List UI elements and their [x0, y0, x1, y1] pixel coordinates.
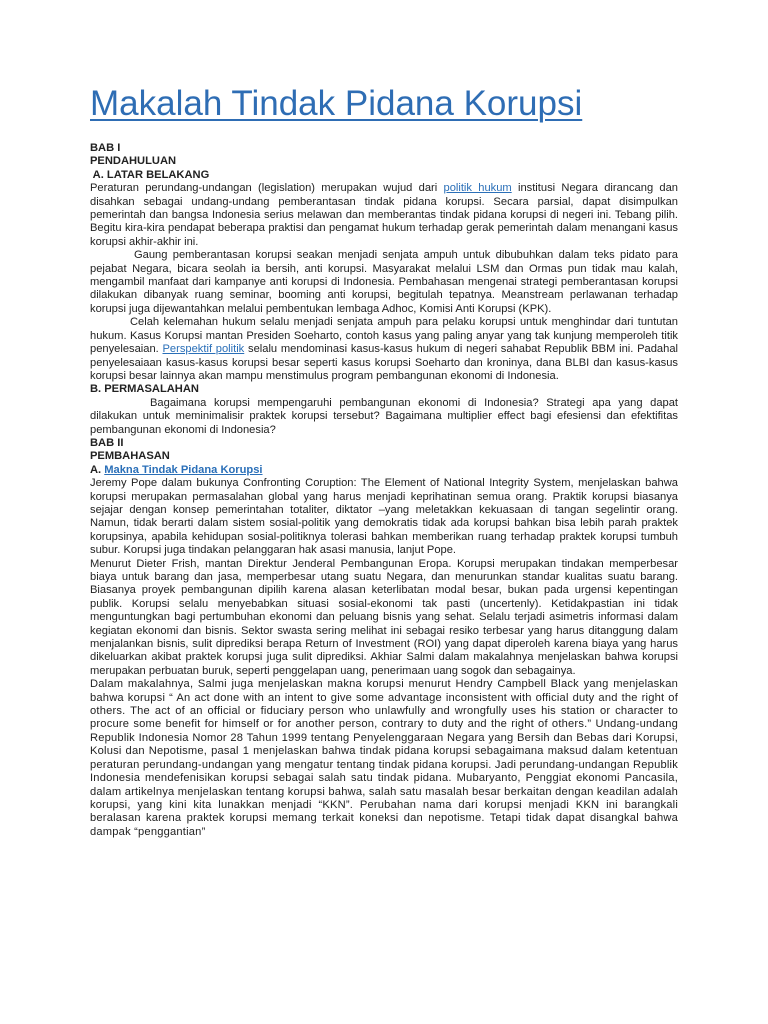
bab1-heading: PENDAHULUAN — [90, 155, 177, 168]
paragraph-text: selalu mendominasi kasus-kasus hukum di negeri sahabat Republik BBM ini. Padahal penyelesaiaan kasus-kasus korupsi besar seperti kasus korupsi Soeharto dan kroninya, dana BLBI dan kasus-kasus korupsi besar lainnya akan mampu menstimulus program pembangunan ekonomi di Indonesia. — [90, 343, 678, 382]
perspektif-politik-link[interactable]: Perspektif politik — [162, 343, 245, 356]
bab1-label: BAB I — [90, 142, 121, 154]
section-b-heading: B. PERMASALAHAN — [90, 383, 199, 396]
paragraph: Gaung pemberantasan korupsi seakan menjadi senjata ampuh untuk dibubuhkan dalam teks pidato para pejabat Negara, bicara seolah ia bersih, anti korupsi. Masyarakat melalui LSM dan Ormas pun tidak mau kalah, mengambil manfaat dari kampanye anti korupsi di Indonesia. Pembahasan mengenai strategi pemberantasan korupsi dilakukan dibanyak ruang seminar, booming anti korupsi, begitulah tepatnya. Meanstream perlawanan terhadap korupsi juga dijewantahkan melalui pembentukan lembaga Adhoc, Komisi Anti Korupsi (KPK). — [90, 249, 678, 315]
paragraph: Menurut Dieter Frish, mantan Direktur Jenderal Pembangunan Eropa. Korupsi merupakan tindakan memperbesar biaya untuk barang dan jasa, memperbesar utang suatu Negara, dan menurunkan standar kualitas suatu barang. Biasanya proyek pembangunan dipilih karena alasan keterlibatan modal besar, bukan pada urgensi kepentingan publik. Korupsi selalu menyebabkan situasi sosial-ekonomi tak pasti (uncertenly). Ketidakpastian ini tidak menguntungkan bagi pertumbuhan ekonomi dan peluang bisnis yang sehat. Selalu terjadi asimetris informasi dalam kegiatan ekonomi dan bisnis. Sektor swasta sering melihat ini sebagai resiko terbesar yang harus ditanggung dalam menjalankan bisnis, sulit diprediksi berapa Return of Investment (ROI) yang dapat diperoleh karena biaya yang harus dikeluarkan akibat praktek korupsi juga sulit diprediksi. Akhiar Salmi dalam makalahnya menjelaskan bahwa korupsi merupakan perbuatan buruk, seperti penggelapan uang, penerimaan uang sogok dan sebagainya. — [90, 557, 678, 677]
paragraph — [90, 316, 678, 383]
paragraph — [90, 182, 678, 249]
section-prefix: A. — [90, 463, 105, 476]
paragraph-text: Peraturan perundang-undangan (legislation) merupakan wujud dari — [90, 182, 444, 195]
paragraph: Dalam makalahnya, Salmi juga menjelaskan makna korupsi menurut Hendry Campbell Black yang menjelaskan bahwa korupsi “ An act done with an intent to give some advantage inconsistent with official duty and the right of others. The act of an official or fiduciary person who unlawfully and wrongfully uses his station or character to procure some benefit for himself or for another person, contrary to duty and the right of others.” Undang-undang Republik Indonesia Nomor 28 Tahun 1999 tentang Penyelenggaraan Negara yang Bersih dan Bebas dari Korupsi, Kolusi dan Nepotisme, pasal 1 menjelaskan bahwa tindak pidana korupsi sebagaimana maksud dalam ketentuan peraturan perundang-undangan yang mengatur tentang tindak pidana korupsi. Jadi perundang-undangan Republik Indonesia mendefenisikan korupsi sebagai salah satu tindak pidana. Mubaryanto, Penggiat ekonomi Pancasila, dalam artikelnya menjelaskan tentang korupsi bahwa, salah satu masalah besar berkaitan dengan keadilan adalah korupsi, yang kini kita lunakkan menjadi “KKN”. Perubahan nama dari korupsi menjadi KKN ini barangkali beralasan karena praktek korupsi memang terkait koneksi dan nepotisme. Tetapi tidak dapat disangkal bahwa dampak “penggantian” — [90, 678, 678, 838]
makna-tindak-pidana-korupsi-link[interactable]: Makna Tindak Pidana Korupsi — [104, 463, 263, 476]
paragraph: Jeremy Pope dalam bukunya Confronting Coruption: The Element of National Integrity System, menjelaskan bahwa korupsi merupakan permasalahan global yang harus menjadi keprihatinan semua orang. Praktik korupsi biasanya sejajar dengan konsep pemerintahan totaliter, diktator –yang meletakkan kekuasaan di tangan segelintir orang. Namun, tidak berarti dalam sistem sosial-politik yang demokratis tidak ada korupsi bahkan bisa lebih parah praktek korupsinya, apabila kehidupan sosial-politiknya tolerasi bahkan memberikan ruang terhadap praktek korupsi tumbuh subur. Korupsi juga tindakan pelanggaran hak asasi manusia, lanjut Pope. — [90, 477, 678, 557]
document-body — [90, 142, 678, 839]
bab2-label: BAB II — [90, 436, 124, 449]
page-title[interactable]: Makalah Tindak Pidana Korupsi — [90, 84, 583, 123]
paragraph-text: institusi Negara dirancang dan disahkan sebagai undang-undang pemberantasan tindak pidana korupsi. Secara parsial, dapat disimpulkan pemerintah dan bangsa Indonesia serius melawan dan memberantas tindak pidana korupsi di negeri ini. Tebang pilih. Begitu kira-kira pendapat beberapa praktisi dan pengamat hukum terhadap gerak pemerintah dalam menangani kasus korupsi akhir-akhir ini. — [90, 182, 678, 248]
paragraph: Bagaimana korupsi mempengaruhi pembangunan ekonomi di Indonesia? Strategi apa yang dapat dilakukan untuk meminimalisir praktek korupsi tersebut? Bagaimana multiplier effect bagi efesiensi dan efektifitas pembangunan ekonomi di Indonesia? — [90, 396, 678, 436]
paragraph-text: Celah kelemahan hukum selalu menjadi senjata ampuh para pelaku korupsi untuk menghindar dari tuntutan hukum. Kasus Korupsi mantan Presiden Soeharto, contoh kasus yang paling anyar yang tak kunjung memperoleh titik penyelesaian. — [90, 316, 678, 356]
section-a-heading: A. LATAR BELAKANG — [90, 168, 210, 181]
politik-hukum-link[interactable]: politik hukum — [443, 182, 512, 195]
section-a2-heading — [90, 464, 678, 477]
bab2-heading: PEMBAHASAN — [90, 450, 170, 463]
